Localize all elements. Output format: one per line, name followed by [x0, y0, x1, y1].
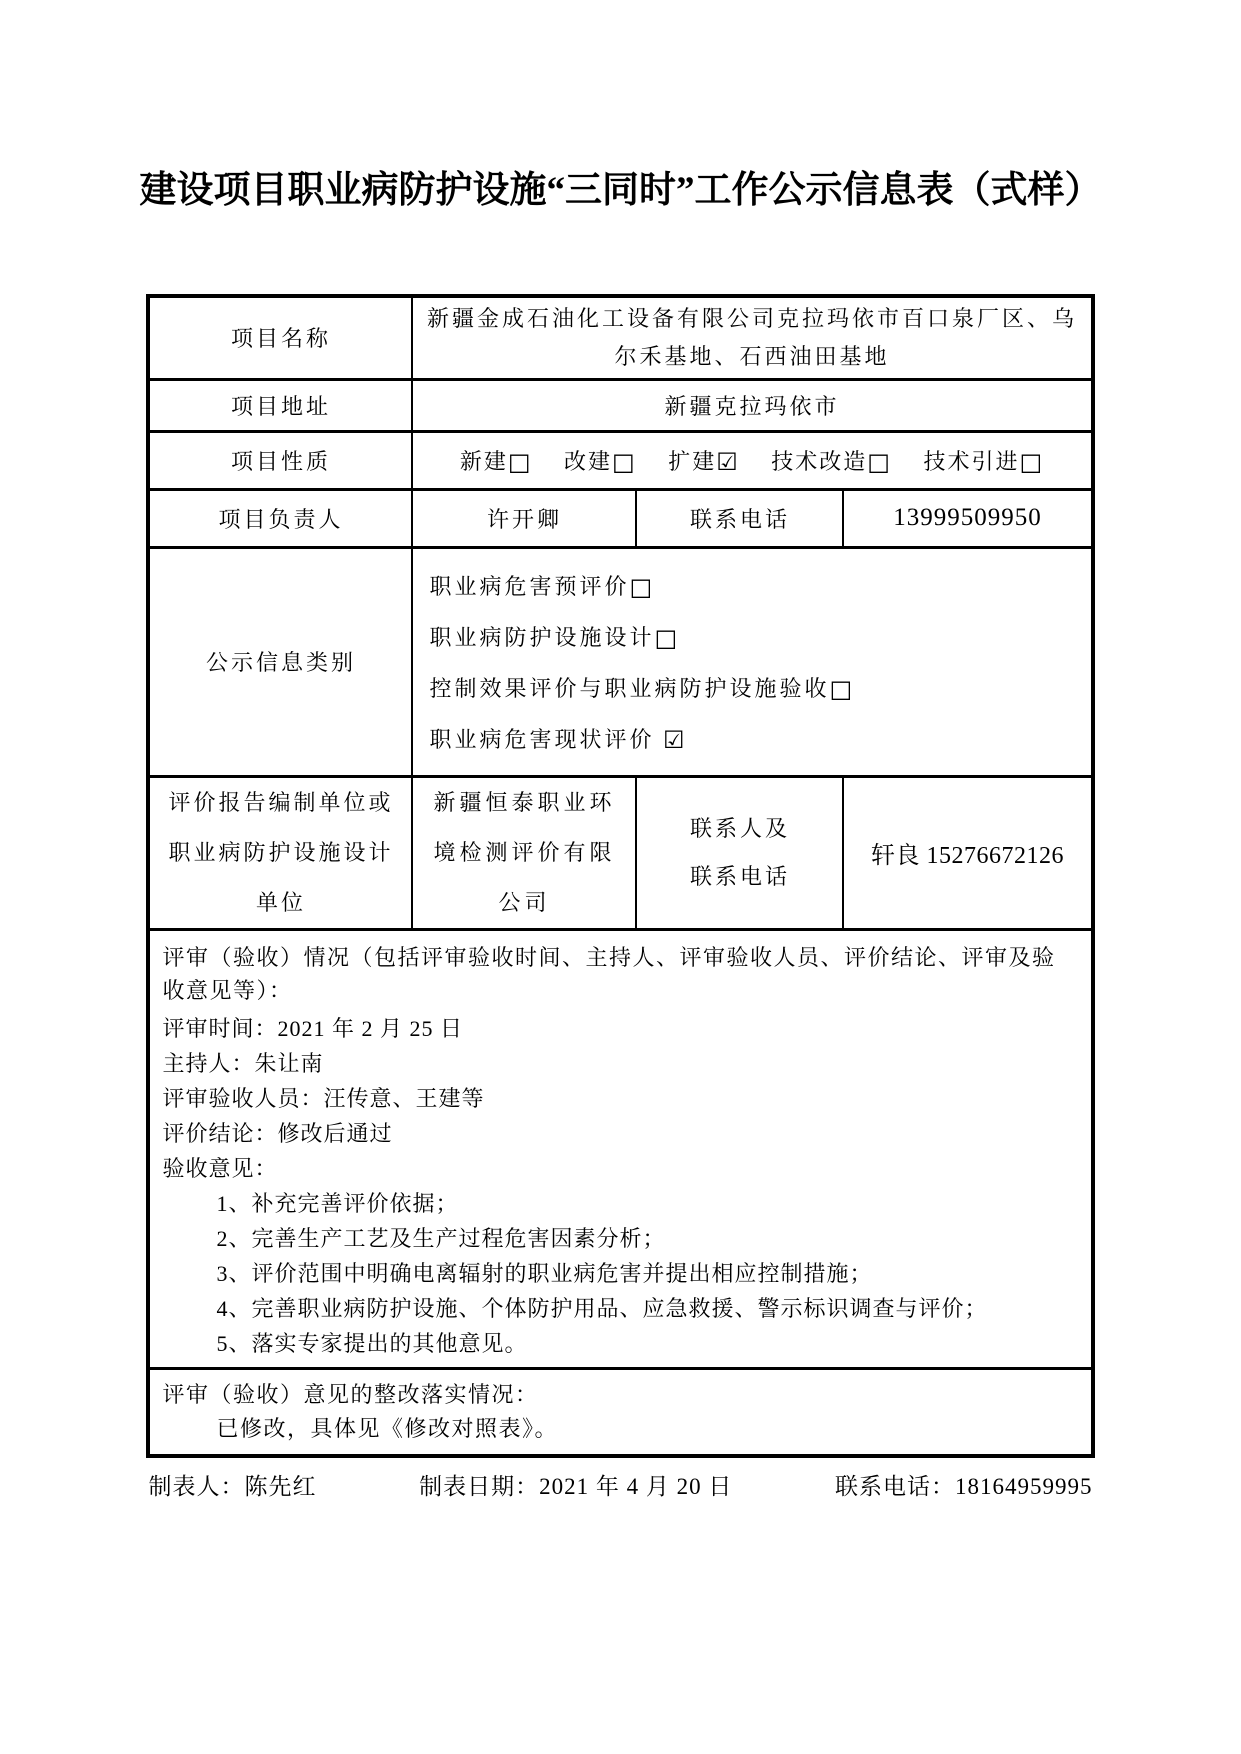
review-opinion-item: 5、落实专家提出的其他意见。	[216, 1330, 528, 1356]
review-opinions-label: 验收意见：	[162, 1155, 278, 1181]
project-name-label: 项目名称	[148, 296, 412, 379]
review-conclusion: 评价结论：修改后通过	[162, 1120, 393, 1146]
evaluator-label: 评价报告编制单位或职业病防护设施设计单位	[148, 776, 412, 929]
review-heading: 评审（验收）情况（包括评审验收时间、主持人、评审验收人员、评价结论、评审及验收意见等）：	[162, 944, 1056, 1003]
project-nature-label: 项目性质	[148, 431, 412, 489]
checkbox-unchecked-icon: □	[612, 447, 637, 476]
nature-option-tech-import	[923, 449, 1044, 474]
row-rectification	[148, 1368, 1092, 1456]
evaluator-company: 新疆恒泰职业环境检测评价有限公司	[412, 776, 636, 929]
row-project-address	[148, 379, 1092, 431]
checkbox-unchecked-icon: □	[867, 447, 892, 476]
publicity-option-facility-design	[429, 612, 1080, 663]
review-opinion-item: 2、完善生产工艺及生产过程危害因素分析；	[216, 1225, 666, 1251]
review-opinion-item: 4、完善职业病防护设施、个体防护用品、应急救援、警示标识调查与评价；	[216, 1295, 988, 1321]
leader-phone-value: 13999509950	[843, 489, 1092, 547]
row-evaluator	[148, 776, 1092, 929]
page-title: 建设项目职业病防护设施“三同时”工作公示信息表（式样）	[139, 170, 1102, 211]
publicity-info-table	[146, 294, 1094, 1458]
nature-option-new	[460, 449, 533, 474]
checkbox-unchecked-icon: □	[1019, 447, 1045, 476]
review-opinion-item: 3、评价范围中明确电离辐射的职业病危害并提出相应控制措施；	[216, 1260, 873, 1286]
review-opinion-item: 1、补充完善评价依据；	[216, 1190, 459, 1216]
nature-option-tech-transform	[771, 449, 892, 474]
row-publicity-type	[148, 547, 1092, 776]
review-time: 评审时间：2021 年 2 月 25 日	[162, 1015, 463, 1041]
nature-option-label: 改建	[564, 448, 613, 474]
project-address-value: 新疆克拉玛依市	[412, 379, 1092, 431]
publicity-option-status-evaluation	[429, 714, 1080, 765]
project-name-value: 新疆金成石油化工设备有限公司克拉玛依市百口泉厂区、乌尔禾基地、石西油田基地	[412, 296, 1092, 379]
publicity-type-label: 公示信息类别	[148, 547, 412, 776]
publicity-option-control-acceptance	[429, 663, 1080, 714]
checkbox-unchecked-icon: □	[829, 674, 856, 703]
publicity-option-label: 控制效果评价与职业病防护设施验收	[429, 675, 830, 701]
rectification-cell	[148, 1368, 1092, 1456]
leader-phone-label: 联系电话	[636, 489, 843, 547]
project-leader-label: 项目负责人	[148, 489, 412, 547]
nature-option-expand	[668, 449, 740, 474]
row-project-nature	[148, 431, 1092, 489]
review-status-cell	[148, 929, 1092, 1368]
publicity-option-label: 职业病危害预评价	[429, 573, 630, 599]
rectification-content: 已修改，具体见《修改对照表》。	[216, 1415, 558, 1441]
rectification-heading: 评审（验收）意见的整改落实情况：	[162, 1381, 539, 1407]
nature-option-rebuild	[564, 449, 637, 474]
nature-option-label: 技术改造	[771, 448, 868, 474]
footer-phone: 联系电话：18164959995	[835, 1473, 1093, 1499]
checkbox-checked-icon: ☑	[716, 447, 740, 476]
publicity-type-options	[412, 547, 1092, 776]
checkbox-unchecked-icon: □	[629, 572, 656, 601]
publicity-option-pre-evaluation	[429, 561, 1080, 612]
project-address-label: 项目地址	[148, 379, 412, 431]
review-host: 主持人：朱让南	[162, 1050, 324, 1076]
project-leader-value: 许开卿	[412, 489, 636, 547]
review-personnel: 评审验收人员：汪传意、王建等	[162, 1085, 485, 1111]
footer-date: 制表日期：2021 年 4 月 20 日	[419, 1473, 733, 1499]
nature-option-label: 扩建	[668, 448, 717, 474]
publicity-option-label: 职业病防护设施设计	[429, 624, 655, 650]
footer-line	[149, 1468, 1093, 1501]
checkbox-checked-icon: ☑	[663, 725, 688, 754]
checkbox-unchecked-icon: □	[654, 623, 681, 652]
row-project-name	[148, 296, 1092, 379]
nature-option-label: 技术引进	[923, 448, 1020, 474]
footer-preparer: 制表人：陈先红	[148, 1473, 317, 1499]
nature-option-label: 新建	[459, 448, 508, 474]
row-project-leader	[148, 489, 1092, 547]
evaluator-contact-value: 轩良 15276672126	[843, 776, 1092, 929]
row-review-status	[148, 929, 1092, 1368]
project-nature-options	[412, 431, 1092, 489]
publicity-option-label: 职业病危害现状评价	[429, 726, 663, 752]
evaluator-contact-label: 联系人及联系电话	[636, 776, 843, 929]
checkbox-unchecked-icon: □	[507, 447, 533, 476]
